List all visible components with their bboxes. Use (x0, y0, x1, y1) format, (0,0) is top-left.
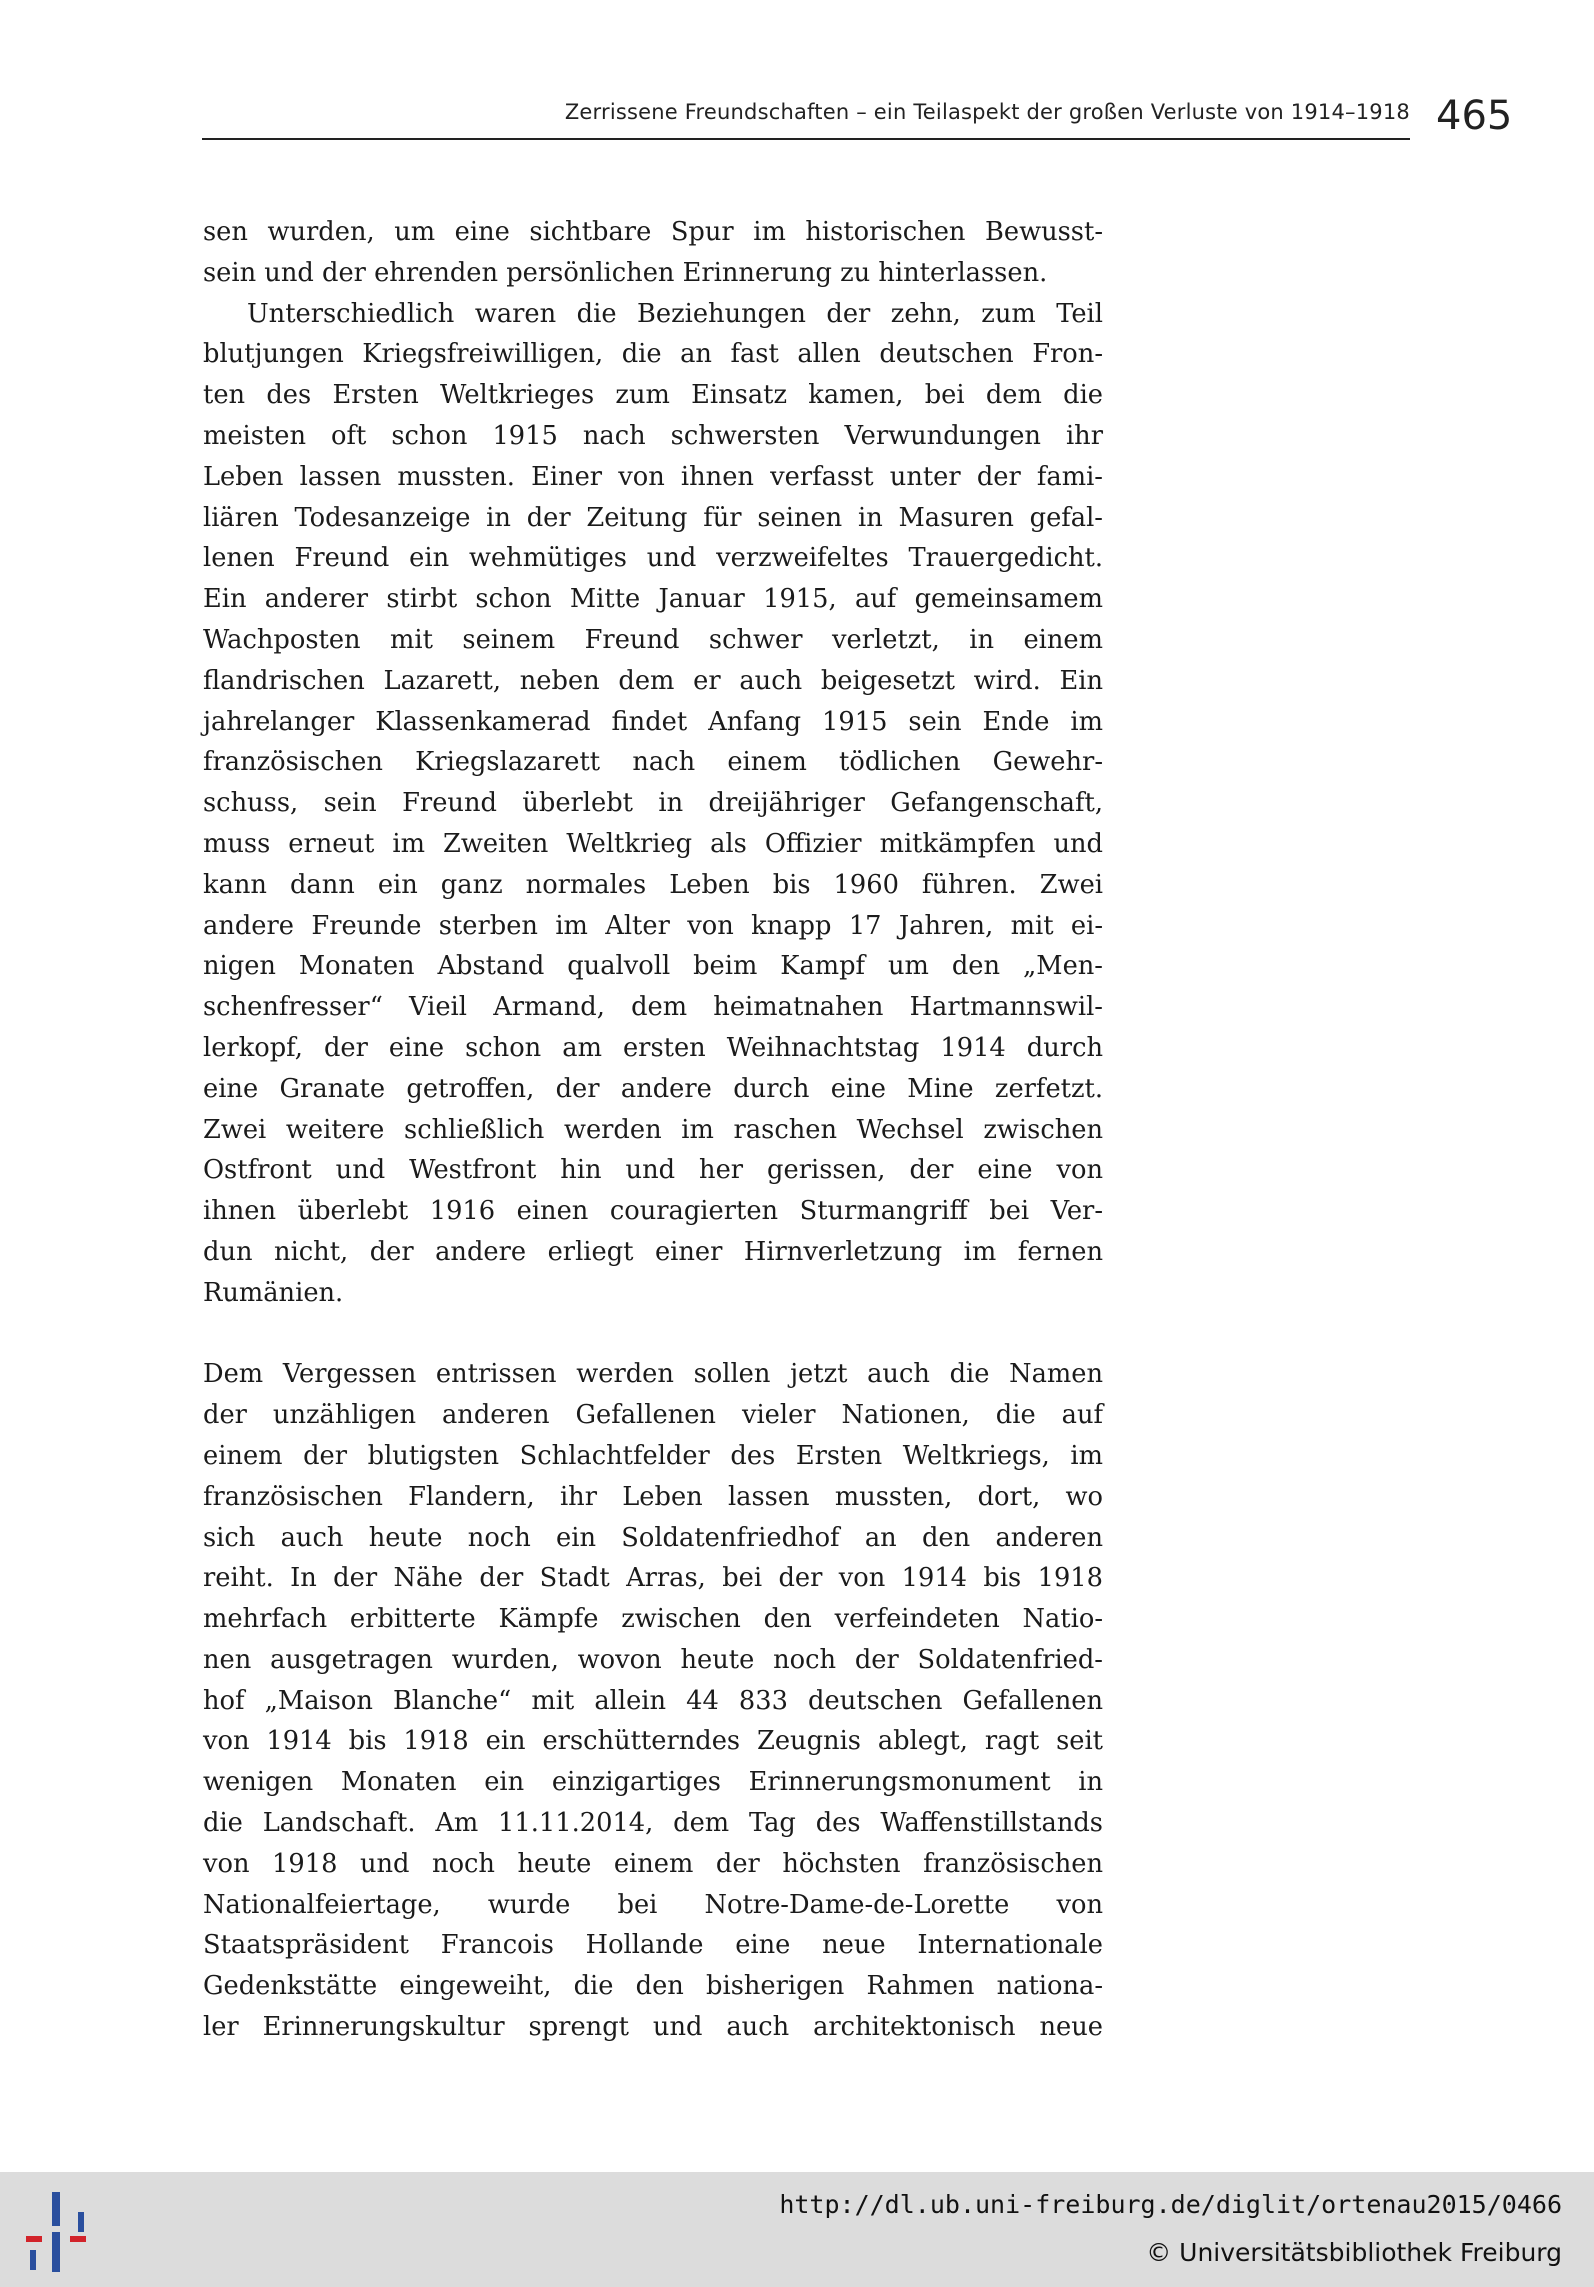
text-line: von 1918 und noch heute einem der höchsten französischen (203, 1848, 1103, 1879)
text-line: Staatspräsident Francois Hollande eine neue Internationale (203, 1930, 1103, 1961)
text-line: sein und der ehrenden persönlichen Erinnerung zu hinterlassen. (203, 257, 1048, 288)
text-line: liären Todesanzeige in der Zeitung für seinen in Masuren gefal- (203, 502, 1103, 533)
text-line: der unzähligen anderen Gefallenen vieler Nationen, die auf (203, 1400, 1103, 1431)
text-line: Nationalfeiertage, wurde bei Notre-Dame-de-Lorette von (203, 1889, 1103, 1920)
text-line: sich auch heute noch ein Soldatenfriedhof an den anderen (203, 1522, 1103, 1553)
footer-copyright: © Universitätsbibliothek Freiburg (1146, 2238, 1562, 2267)
paragraph-gap (203, 1314, 1103, 1355)
text-line: von 1914 bis 1918 ein erschütterndes Zeugnis ablegt, ragt seit (203, 1726, 1103, 1757)
text-line: lerkopf, der eine schon am ersten Weihnachtstag 1914 durch (203, 1032, 1103, 1063)
paragraph (203, 1354, 1103, 2048)
text-line: nigen Monaten Abstand qualvoll beim Kampf um den „Men- (203, 951, 1103, 982)
text-line: französischen Flandern, ihr Leben lassen mussten, dort, wo (203, 1481, 1103, 1512)
text-line: nen ausgetragen wurden, wovon heute noch der Soldatenfried- (203, 1644, 1103, 1675)
text-line: andere Freunde sterben im Alter von knapp 17 Jahren, mit ei- (203, 910, 1103, 941)
text-line: muss erneut im Zweiten Weltkrieg als Offizier mitkämpfen und (203, 828, 1103, 859)
text-line: die Landschaft. Am 11.11.2014, dem Tag des Waffenstillstands (203, 1808, 1103, 1839)
text-line: hof „Maison Blanche“ mit allein 44 833 deutschen Gefallenen (203, 1685, 1103, 1716)
ub-freiburg-logo-icon (22, 2186, 102, 2276)
text-line: dun nicht, der andere erliegt einer Hirnverletzung im fernen (203, 1236, 1103, 1267)
page-number: 465 (1436, 93, 1513, 139)
text-line: Unterschiedlich waren die Beziehungen der zehn, zum Teil (247, 298, 1103, 329)
text-line: schenfresser“ Vieil Armand, dem heimatnahen Hartmannswil- (203, 992, 1103, 1023)
text-line: einem der blutigsten Schlachtfelder des Ersten Weltkriegs, im (203, 1440, 1103, 1471)
text-line: mehrfach erbitterte Kämpfe zwischen den verfeindeten Natio- (203, 1604, 1103, 1635)
text-line: Ein anderer stirbt schon Mitte Januar 1915, auf gemeinsamem (203, 584, 1103, 615)
footer-bar (0, 2172, 1594, 2287)
text-line: Wachposten mit seinem Freund schwer verletzt, in einem (203, 624, 1103, 655)
running-header (202, 96, 1410, 140)
text-line: Zwei weitere schließlich werden im raschen Wechsel zwischen (203, 1114, 1103, 1145)
text-line: Leben lassen mussten. Einer von ihnen verfasst unter der fami- (203, 461, 1103, 492)
running-title: Zerrissene Freundschaften – ein Teilaspekt der großen Verluste von 1914–1918 (564, 100, 1410, 124)
text-line: ten des Ersten Weltkrieges zum Einsatz kamen, bei dem die (203, 380, 1103, 411)
body-text (203, 212, 1103, 2048)
paragraph (203, 294, 1103, 1314)
text-line: jahrelanger Klassenkamerad findet Anfang 1915 sein Ende im (203, 706, 1103, 737)
text-line: wenigen Monaten ein einzigartiges Erinnerungsmonument in (203, 1767, 1103, 1798)
text-line: lenen Freund ein wehmütiges und verzweifeltes Trauergedicht. (203, 543, 1103, 574)
text-line: schuss, sein Freund überlebt in dreijähriger Gefangenschaft, (203, 788, 1103, 819)
text-line: Ostfront und Westfront hin und her gerissen, der eine von (203, 1155, 1103, 1186)
text-line: kann dann ein ganz normales Leben bis 1960 führen. Zwei (203, 869, 1103, 900)
text-line: blutjungen Kriegsfreiwilligen, die an fast allen deutschen Fron- (203, 339, 1103, 370)
text-line: flandrischen Lazarett, neben dem er auch beigesetzt wird. Ein (203, 665, 1103, 696)
text-line: meisten oft schon 1915 nach schwersten Verwundungen ihr (203, 420, 1103, 451)
footer-url-link[interactable]: http://dl.ub.uni-freiburg.de/diglit/ortenau2015/0466 (779, 2190, 1562, 2219)
text-line: sen wurden, um eine sichtbare Spur im historischen Bewusst- (203, 217, 1103, 247)
text-line: Gedenkstätte eingeweiht, die den bisherigen Rahmen nationa- (203, 1971, 1103, 2002)
paragraph (203, 212, 1103, 294)
text-line: ihnen überlebt 1916 einen couragierten Sturmangriff bei Ver- (203, 1196, 1103, 1227)
text-line: französischen Kriegslazarett nach einem tödlichen Gewehr- (203, 747, 1103, 778)
text-line: Rumänien. (203, 1277, 344, 1308)
text-line: Dem Vergessen entrissen werden sollen jetzt auch die Namen (203, 1359, 1103, 1390)
text-line: eine Granate getroffen, der andere durch eine Mine zerfetzt. (203, 1073, 1103, 1104)
text-line: ler Erinnerungskultur sprengt und auch architektonisch neue (203, 2012, 1103, 2043)
text-line: reiht. In der Nähe der Stadt Arras, bei der von 1914 bis 1918 (203, 1563, 1103, 1594)
